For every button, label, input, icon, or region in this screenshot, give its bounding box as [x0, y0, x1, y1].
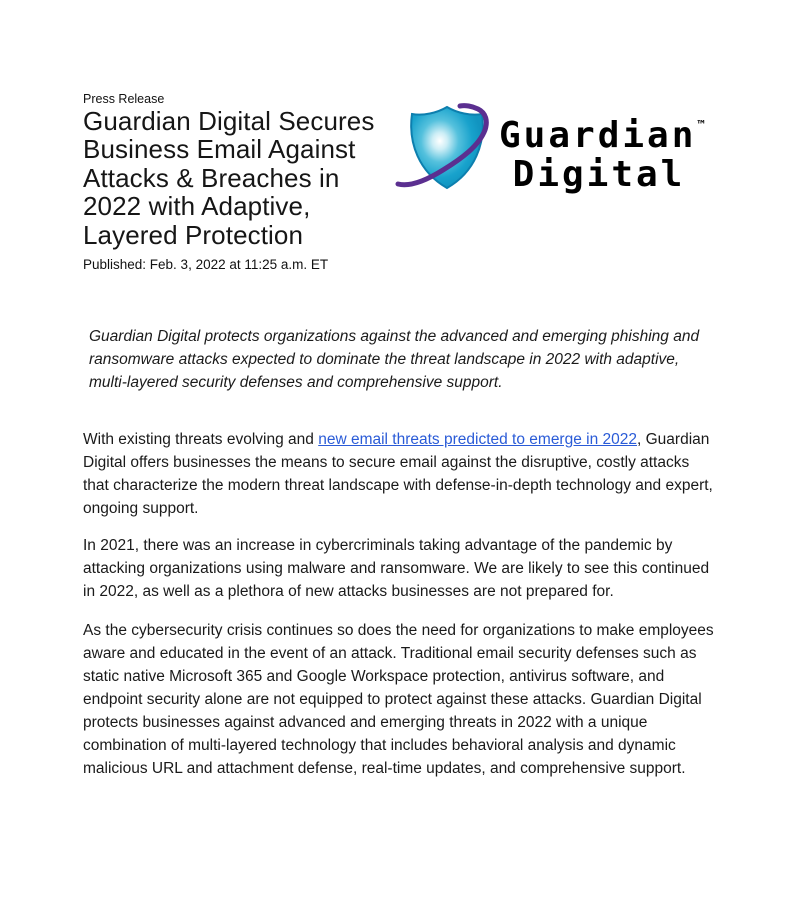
- shield-logo-icon: [395, 98, 495, 198]
- paragraph-3: As the cybersecurity crisis continues so does the need for organizations to make employees aware and educated in the event of an attack. Traditional email security defenses such as static native Microsoft 365 and Google Workspace protection, antivirus software, and endpoint security alone are not equipped to protect against these attacks. Guardian Digital protects businesses against advanced and emerging threats in 2022 with a unique combination of multi-layered technology that includes behavioral analysis and dynamic malicious URL and attachment defense, real-time updates, and comprehensive support.: [83, 622, 714, 777]
- brand-name-guardian: [499, 106, 705, 156]
- paragraph-2: In 2021, there was an increase in cybercriminals taking advantage of the pandemic by attacking organizations using malware and ransomware. We are likely to see this continued in 2022, as well as a plethora of new attacks businesses are not prepared for.: [83, 537, 710, 600]
- guardian-digital-logo: [395, 98, 705, 198]
- summary-lede: Guardian Digital protects organizations against the advanced and emerging phishing and ransomware attacks expected to dominate the threat landscape in 2022 with adaptive, multi-layered security defenses and comprehensive support.: [89, 328, 700, 391]
- title-line: Attacks & Breaches in: [83, 162, 340, 193]
- brand-wordmark: [499, 106, 705, 195]
- title-line: Guardian Digital Secures: [83, 106, 375, 136]
- title-line: 2022 with Adaptive,: [83, 191, 311, 222]
- title-line: Business Email Against: [83, 134, 356, 165]
- paragraph-1: [83, 428, 719, 520]
- title-line: Layered Protection: [83, 219, 304, 250]
- page-title: [83, 107, 374, 249]
- email-threats-link[interactable]: new email threats predicted to emerge in 2022: [318, 431, 637, 448]
- trademark-symbol: ™: [697, 118, 705, 132]
- brand-name-digital: Digital: [512, 154, 686, 195]
- paragraph-1-text-after: , Guardian Digital offers businesses the means to secure email against the disruptive, costly attacks that characterize the modern threat landscape with defense-in-depth technology and expert, ongoing support.: [83, 431, 713, 517]
- brand-guardian-text: Guardian: [499, 115, 697, 156]
- published-timestamp: Published: Feb. 3, 2022 at 11:25 a.m. ET: [83, 257, 329, 272]
- kicker-label: Press Release: [83, 92, 165, 106]
- paragraph-1-text-before: With existing threats evolving and: [83, 431, 319, 448]
